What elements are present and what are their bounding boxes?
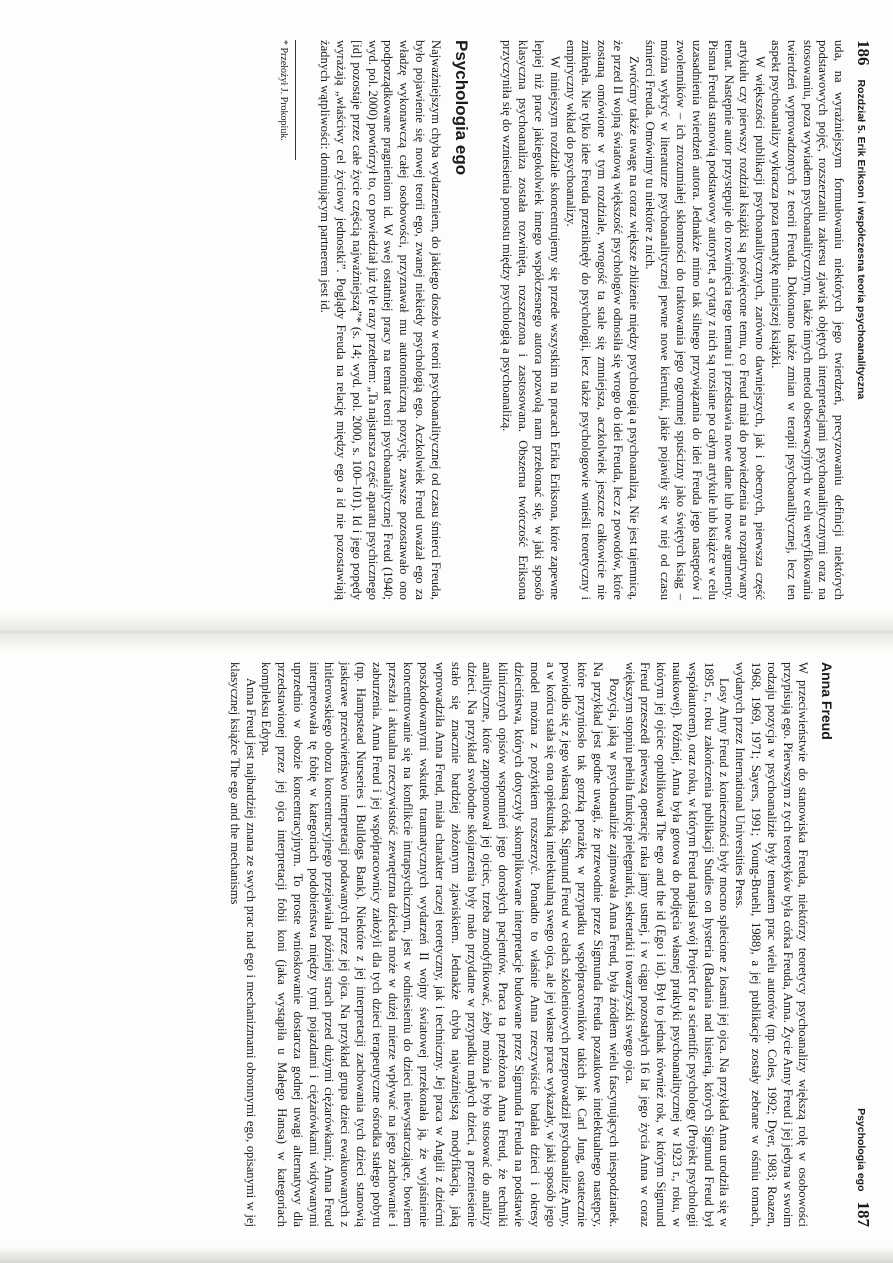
footnote: * Przełożył J. Prokopiuk. (278, 40, 290, 141)
paragraph: W większości publikacji psychoanalitycznych, zarówno dawniejszych, jak i obecnych, pierwsza część artykułu czy pierwszy rozdział książki są poświęcone temu, co Freud miał do powiedzenia na rozpatrywany temat. Następnie autor przystępuje do rozwinięcia tego tematu i przedstawia nowe dane lub nowe argumenty. Pisma Freuda stanowią podstawowy autorytet, a cytaty z nich są rozsiane po całym artykule lub książce w celu uzasadnienia twierdzeń autora. Jednakże mimo tak silnego przywiązania do idei Freuda jego następców i zwolenników – ich zrozumiałej skłonności do traktowania jego ogromnej spuścizny jako świętych ksiąg – można wykryć w literaturze psychoanalitycznej pewne nowe kierunki, jakie pojawiły się w niej od czasu śmierci Freuda. Omówimy tu niektóre z nich. (642, 40, 768, 600)
book-spine (0, 612, 893, 652)
right-page-header (852, 662, 871, 1227)
right-page (21, 662, 871, 1227)
footnote-rule (296, 40, 297, 160)
paragraph: Pozycja, jaką w psychoanalizie zajmowała Anna Freud, była źródłem wielu fascynujących niespodzianek. Na przykład jest godne uwagi, że przewodnie przez Sigmunda Freuda pozaukowe intelektualnego następcy, które przyniosło tak gorzką porażkę w przypadku współpracowników takich jak Carl Jung, ostatecznie powiodło się z jego własną córką. Sigmund Freud w celach szkoleniowych przeprowadził psychoanalizę Anny, a w końcu stała się ona opiekunką intelektualną swego ojca, ale jej własne prace wykazały, w jaki sposób jego model można z pożytkiem rozszerzyć. Ponadto to właśnie Anna rzeczywiście badała dzieci i okresy dzieciństwa, których dotyczyły skomplikowane interpretacje budowane przez Sigmunda Freuda na podstawie klinicznych opisów wspomnień jego dorosłych pacjentów. Praca ta przełożona Anna Freud, że techniki analityczne, które zaproponował jej ojciec, trzeba zmodyfikować, żeby można je było stosować do analizy dzieci. Na przykład swobodne skojarzenia były mało przydatne w przypadku małych dzieci, a przeniesienie stało się znacznie bardziej złożonym zjawiskiem. Jednakże chyba najważniejszą modyfikacją, jaką wprowadziła Anna Freud, miała charakter raczej teoretyczny, jak i techniczny. Jej praca w Anglii z dziećmi poszkodowanymi wskutek traumatycznych wydarzeń II wojny światowej przekonała ją, że wyjaśnienie koncentrowanie się na konflikcie intrapsychicznym, jest w odniesieniu do dzieci niewystarczające, bowiem przeszła i aktualna rzeczywistość zewnętrzna dziecka może w dużej mierze wpływać na jego zachowanie i zaburzenia. Anna Freud i jej współpracownicy założyli dla tych dzieci terapeutyczne ośrodka stałego pobytu (np. Hampstead Nurseries i Bulldogs Bank). Niektóre z jej interpretacji zachowania tych dzieci stanowią jaskrawe przeciwieństwo interpretacji podawanych przez jej ojca. Na przykład grupa dzieci ewakuowanych z hitlerowskiego obozu koncentracyjnego przejawiała później strach przed dużymi ciężarówkami; Anna Freud interpretowała tę fobię w kategoriach podobieństwa między tymi pojazdami i ciężarówkami widywanymi uprzednio w obozie koncentracyjnym. To proste wnioskowanie dostarcza godnej uwagi alternatywy dla przedstawionej przez jej ojca interpretacji fobii koni (jaka wystąpiła u Małego Hansa) w kategoriach kompleksu Edypa. (259, 662, 621, 1227)
section-heading: Anna Freud (819, 662, 836, 740)
paragraph: Najważniejszym chyba wydarzeniem, do jakiego doszło w teorii psychoanalitycznej od czasu śmierci Freuda, było pojawienie się nowej teorii ego, zwanej niekiedy psychologią ego. Aczkolwiek Freud uważał ego za władzę wykonawczą całej osobowości, przyznawał mu autonomiczną pozycję, zawsze pozostawało ono podporządkowane pragnieniom id. W swej ostatniej pracy na temat teorii psychoanalitycznej Freud (1940; wyd. pol. 2000) powtórzył to, co powiedział już tyle razy przedtem: „Ta najstarsza część aparatu psychicznego [id] pozostaje przez całe życie częścią najważniejszą”* (s. 14; wyd. pol. 2000, s. 100–101). Id i jego popędy wyrażają „właściwy cel życiowy jednostki”. Poglądy Freuda na relację między ego a id nie pozostawiają żadnych wątpliwości: dominującym partnerem jest id. (318, 40, 443, 600)
page-edge (0, 1247, 893, 1263)
paragraph: Zwróćmy także uwagę na coraz większe zbliżenie między psychologią a psychoanalizą. Nie jest tajemnicą, że przed II wojną światową większość psychologów odnosiła się wrogo do idei Freuda, lecz z powodów, które zostaną omówione w tym rozdziale, wrogość ta stale się zmniejsza, aczkolwiek jeszcze całkowicie nie zniknęła. Nie tylko idee Freuda przeniknęły do psychologii, lecz także psychologowie wnieśli teoretyczny i empiryczny wkład do psychoanalizy. (563, 40, 641, 600)
left-page-number: 186 (854, 40, 873, 66)
paragraph: Losy Anny Freud z konieczności były mocno splecione z losami jej ojca. Na przykład Anna urodziła się w 1895 r., roku zakończenia publikacji Studies on hysteria (Badania nad histerią, których Sigmund Freud był współautorem), oraz roku, w którym Freud napisał swój Project for a scientific psychology (Projekt psychologii naukowej). Później, Anna była gotowa do podjęcia własnej praktyki psychoanalitycznej w 1923 r., roku, w którym jej ojciec opublikował The ego and the id (Ego i id). Był to jednak również rok, w którym Sigmund Freud przeszedł pierwszą operację raka jamy ustnej, i w ciągu pozostałych 16 lat jego życia Anna w coraz większym stopniu pełniła funkcję pielęgniarki, sekretarki i towarzyszki swego ojca. (622, 662, 732, 1227)
right-running-head: Psychologia ego (855, 1108, 867, 1192)
paragraph: W przeciwieństwie do stanowiska Freuda, niektórzy teoretycy psychoanalizy większą rolę w osobowości przypisują ego. Pierwszym z tych teoretyków była córka Freuda, Anna. Życie Anny Freud i jej jedyna w swoim rodzaju pozycja w psychoanalizie były tematem prac wielu autorów (np. Coles, 1992; Dyer, 1983; Roazen, 1968, 1969, 1971; Sayers, 1991; Young-Bruehl, 1988), a jej publikacje zostały zebrane w ośmiu tomach, wydanych przez International Universities Press. (733, 662, 811, 1227)
left-running-head: Rozdział 5. Erik Erikson i współczesna teoria psychoanalityczna (855, 79, 867, 400)
paragraph: uda, na wyrażniejszym formułowaniu niektórych jego twierdzeń, precyzowaniu definicji niektórych podstawowych pojęć, rozszerzaniu zakresu zjawisk objętych interpretacjami psychoanalitycznymi oraz na stosowaniu, poza wywiadem psychoanalitycznym, także innych metod obserwacyjnych w celu weryfikowania twierdzeń wyprowadzonych z teorii Freuda. Dokonano także zmian w terapii psychoanalitycznej, lecz ten aspekt psychoanalizy wykracza poza tematykę niniejszej książki. (769, 40, 847, 600)
left-page-header (852, 40, 871, 600)
right-page-number: 187 (854, 1201, 873, 1227)
paragraph: Anna Freud jest najbardziej znana ze swych prac nad ego i mechanizmami obronnymi ego, opisanymi w jej klasycznej książce The ego and the mechanisms (227, 662, 258, 1227)
paragraph: W niniejszym rozdziale skoncentrujemy się przede wszystkim na pracach Erika Eriksona, które zapewne lepiej niż prace jakiegokolwiek innego współczesnego autora pozwolą nam przekonać się, w jaki sposób klasyczna psychoanaliza została rozwinięta, rozszerzona i zastosowana. Obszerna twórczość Eriksona przyczyniła się do wzniesienia pomostu między psychologią a psychoanalizą. (500, 40, 562, 600)
left-page (21, 40, 871, 600)
section-heading: Psychologia ego (451, 40, 471, 176)
